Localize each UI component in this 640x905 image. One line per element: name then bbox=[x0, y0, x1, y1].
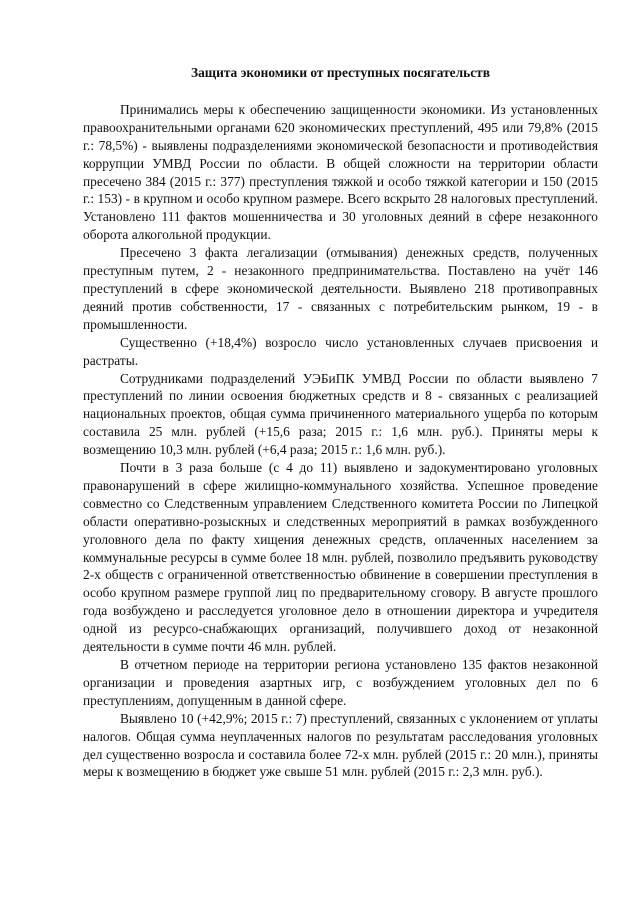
paragraph-housing-utilities: Почти в 3 раза больше (с 4 до 11) выявлено и задокументировано уголовных правонарушений в сфере жилищно-коммунального хозяйства. Успешное проведение совместно со Следственным управлением Следственного комитета России по Липецкой области оперативно-розыскных и следственных мероприятий в рамках возбужденного уголовного дела по факту хищения денежных средств, оплаченных населением за коммунальные ресурсы в сумме более 18 млн. рублей, позволило предъявить руководству 2-х обществ с ограниченной ответственностью обвинение в совершении преступления в особо крупном размере группой лиц по предварительному сговору. В августе прошлого года возбуждено и расследуется уголовное дело в отношении директора и учредителя одной из ресурсо-снабжающих организаций, получившего доход от незаконной деятельности в сумме почти 46 млн. рублей. bbox=[83, 460, 598, 655]
paragraph-tax-evasion: Выявлено 10 (+42,9%; 2015 г.: 7) преступлений, связанных с уклонением от уплаты налогов. Общая сумма неуплаченных налогов по результатам расследования уголовных дел существенно возросла и составила более 72-х млн. рублей (2015 г.: 20 млн.), приняты меры к возмещению в бюджет уже свыше 51 млн. рублей (2015 г.: 2,3 млн. руб.). bbox=[83, 710, 598, 780]
paragraph-gambling: В отчетном периоде на территории региона установлено 135 фактов незаконной организации и проведения азартных игр, с возбуждением уголовных дел по 6 преступлениям, допущенным в данной сфере. bbox=[83, 657, 598, 708]
paragraph-embezzlement: Существенно (+18,4%) возросло число установленных случаев присвоения и растраты. bbox=[83, 334, 598, 368]
paragraph-money-laundering: Пресечено 3 факта легализации (отмывания) денежных средств, полученных преступным путем, 2 - незаконного предпринимательства. Поставлено на учёт 146 преступлений в сфере экономической деятельности. Выявлено 218 противоправных деяний против собственности, 17 - связанных с потребительским рынком, 19 - в промышленности. bbox=[83, 245, 598, 332]
document-page bbox=[83, 64, 598, 781]
paragraph-budget-funds: Сотрудниками подразделений УЭБиПК УМВД России по области выявлено 7 преступлений по линии освоения бюджетных средств и 8 - связанных с реализацией национальных проектов, общая сумма причиненного материального ущерба по которым составила 25 млн. рублей (+15,6 раза; 2015 г.: 1,6 млн. руб.). Приняты меры к возмещению 10,3 млн. рублей (+6,4 раза; 2015 г.: 1,6 млн. руб.). bbox=[83, 370, 598, 458]
paragraph-economic-crimes: Принимались меры к обеспечению защищенности экономики. Из установленных правоохранительными органами 620 экономических преступлений, 495 или 79,8% (2015 г.: 78,5%) - выявлены подразделениями экономической безопасности и противодействия коррупции УМВД России по области. В общей сложности на территории области пресечено 384 (2015 г.: 377) преступления тяжкой и особо тяжкой категории и 150 (2015 г.: 153) - в крупном и особо крупном размере. Всего вскрыто 28 налоговых преступлений. Установлено 111 фактов мошенничества и 30 уголовных деяний в сфере незаконного оборота алкогольной продукции. bbox=[83, 101, 598, 243]
document-title: Защита экономики от преступных посягательств bbox=[191, 65, 490, 80]
